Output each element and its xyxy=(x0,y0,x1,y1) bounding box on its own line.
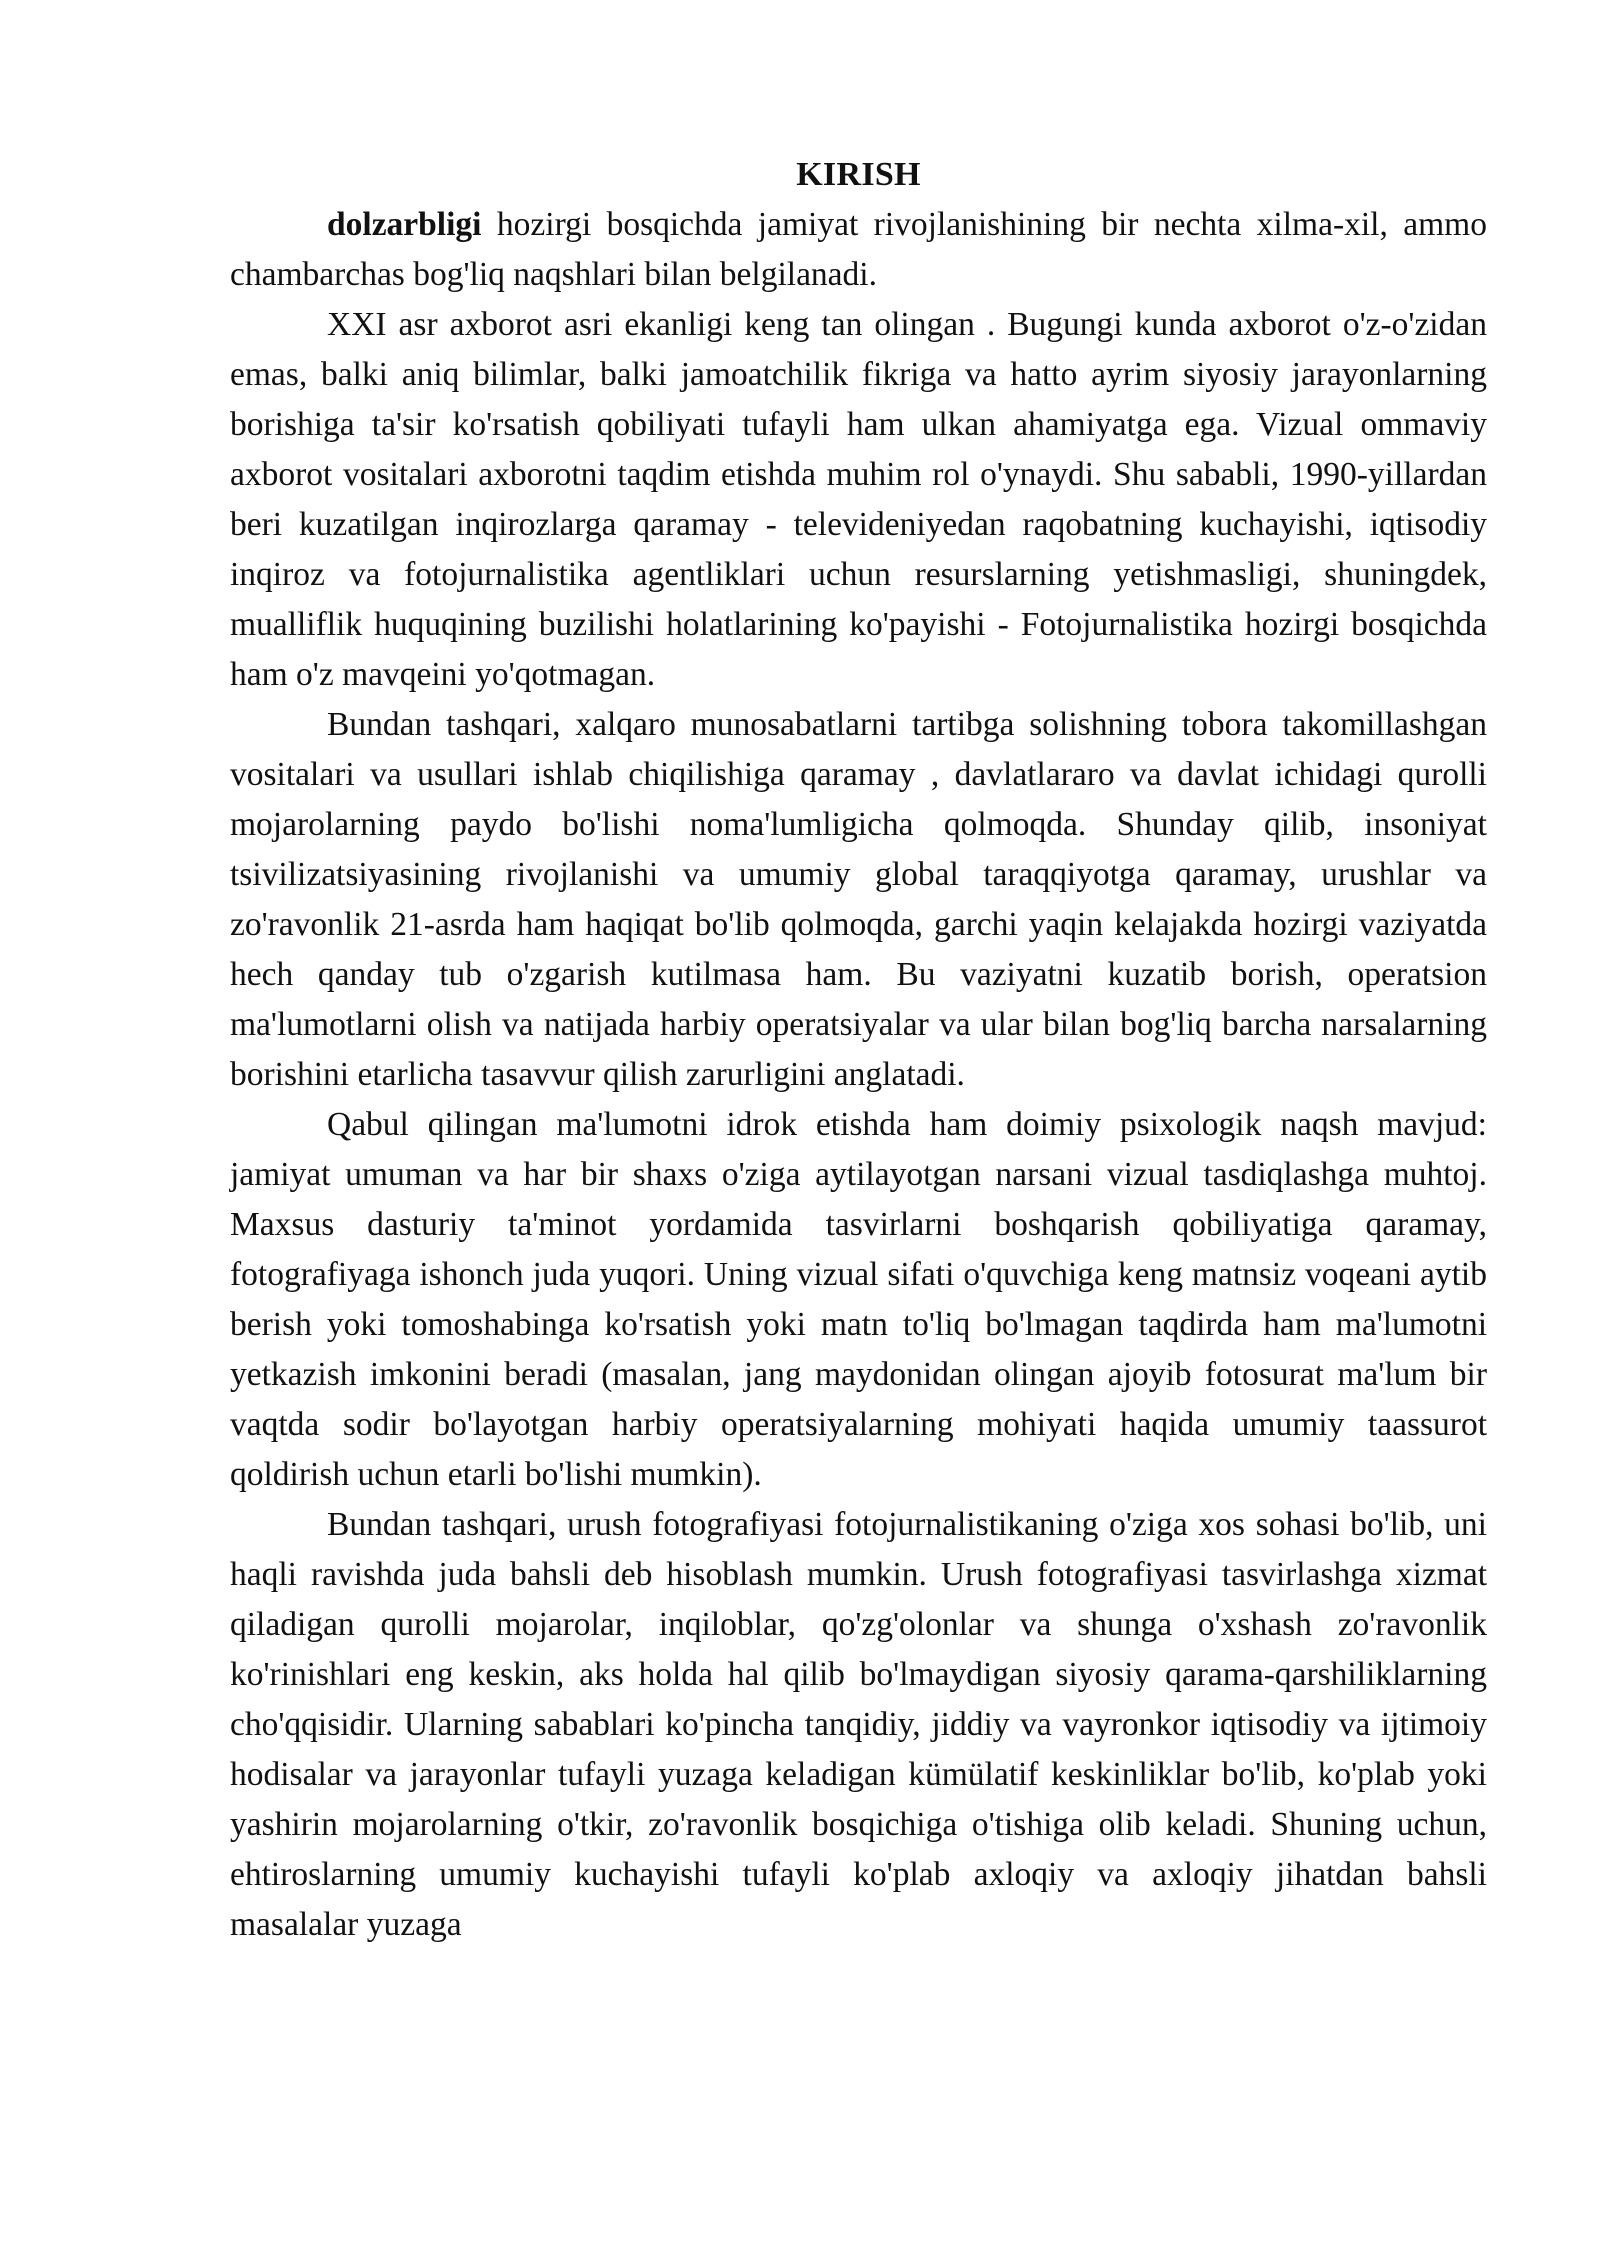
paragraph-3 xyxy=(230,700,1487,1100)
paragraph-1-text: hozirgi bosqichda jamiyat rivojlanishining bir nechta xilma-xil, ammo chambarchas bog'liq naqshlari bilan belgilanadi. xyxy=(230,206,1487,293)
document-body xyxy=(230,150,1487,1950)
page-title: KIRISH xyxy=(796,156,921,193)
paragraph-2 xyxy=(230,300,1487,700)
paragraph-1-lead: dolzarbligi xyxy=(327,206,482,243)
paragraph-2-text: XXI asr axborot asri ekanligi keng tan olingan . Bugungi kunda axborot o'z-o'zidan emas, balki aniq bilimlar, balki jamoatchilik fikriga va hatto ayrim siyosiy jarayonlarning borishiga ta'sir ko'rsatish qobiliyati tufayli ham ulkan ahamiyatga ega. Vizual ommaviy axborot vositalari axborotni taqdim etishda muhim rol o'ynaydi. Shu sababli, 1990-yillardan beri kuzatilgan inqirozlarga qaramay - televideniyedan raqobatning kuchayishi, iqtisodiy inqiroz va fotojurnalistika agentliklari uchun resurslarning yetishmasligi, shuningdek, mualliflik huquqining buzilishi holatlarining ko'payishi - Fotojurnalistika hozirgi bosqichda ham o'z mavqeini yo'qotmagan. xyxy=(230,306,1487,693)
paragraph-3-text: Bundan tashqari, xalqaro munosabatlarni tartibga solishning tobora takomillashgan vositalari va usullari ishlab chiqilishiga qaramay , davlatlararo va davlat ichidagi qurolli mojarolarning paydo bo'lishi noma'lumligicha qolmoqda. Shunday qilib, insoniyat tsivilizatsiyasining rivojlanishi va umumiy global taraqqiyotga qaramay, urushlar va zo'ravonlik 21-asrda ham haqiqat bo'lib qolmoqda, garchi yaqin kelajakda hozirgi vaziyatda hech qanday tub o'zgarish kutilmasa ham. Bu vaziyatni kuzatib borish, operatsion ma'lumotlarni olish va natijada harbiy operatsiyalar va ular bilan bog'liq barcha narsalarning borishini etarlicha tasavvur qilish zarurligini anglatadi. xyxy=(230,706,1487,1093)
paragraph-5-text: Bundan tashqari, urush fotografiyasi fotojurnalistikaning o'ziga xos sohasi bo'lib, uni haqli ravishda juda bahsli deb hisoblash mumkin. Urush fotografiyasi tasvirlashga xizmat qiladigan qurolli mojarolar, inqiloblar, qo'zg'olonlar va shunga o'xshash zo'ravonlik ko'rinishlari eng keskin, aks holda hal qilib bo'lmaydigan siyosiy qarama-qarshiliklarning cho'qqisidir. Ularning sabablari ko'pincha tanqidiy, jiddiy va vayronkor iqtisodiy va ijtimoiy hodisalar va jarayonlar tufayli yuzaga keladigan kümülatif keskinliklar bo'lib, ko'plab yoki yashirin mojarolarning o'tkir, zo'ravonlik bosqichiga o'tishiga olib keladi. Shuning uchun, ehtiroslarning umumiy kuchayishi tufayli ko'plab axloqiy va axloqiy jihatdan bahsli masalalar yuzaga xyxy=(230,1506,1487,1943)
paragraph-4-text: Qabul qilingan ma'lumotni idrok etishda ham doimiy psixologik naqsh mavjud: jamiyat umuman va har bir shaxs o'ziga aytilayotgan narsani vizual tasdiqlashga muhtoj. Maxsus dasturiy ta'minot yordamida tasvirlarni boshqarish qobiliyatiga qaramay, fotografiyaga ishonch juda yuqori. Uning vizual sifati o'quvchiga keng matnsiz voqeani aytib berish yoki tomoshabinga ko'rsatish yoki matn to'liq bo'lmagan taqdirda ham ma'lumotni yetkazish imkonini beradi (masalan, jang maydonidan olingan ajoyib fotosurat ma'lum bir vaqtda sodir bo'layotgan harbiy operatsiyalarning mohiyati haqida umumiy taassurot qoldirish uchun etarli bo'lishi mumkin). xyxy=(230,1106,1487,1493)
paragraph-5 xyxy=(230,1500,1487,1950)
paragraph-1 xyxy=(230,200,1487,300)
paragraph-4 xyxy=(230,1100,1487,1500)
